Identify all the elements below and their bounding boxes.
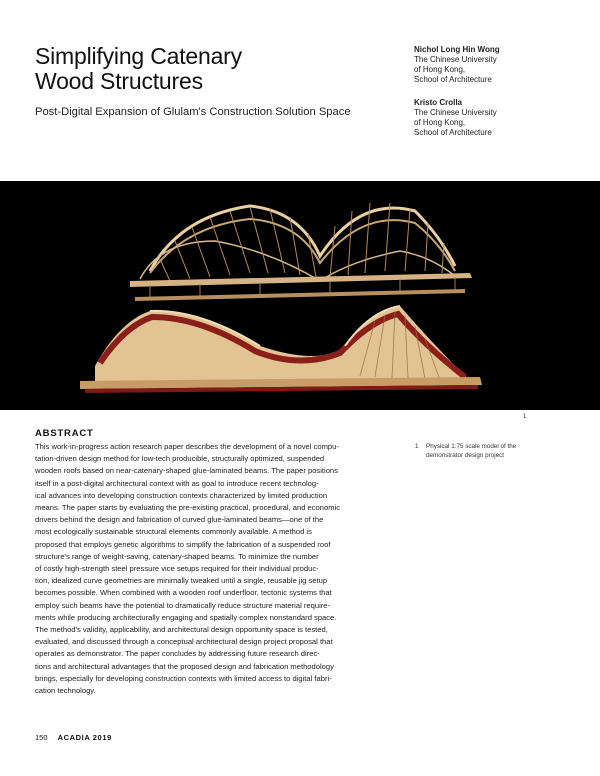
abstract-line: most ecologically sustainable structural elements commonly available. A method is: [35, 527, 312, 537]
abstract-line: operates as demonstrator. The paper concludes by addressing future research direc-: [35, 649, 320, 659]
abstract-line: employ such beams have the potential to dramatically reduce structure material require-: [35, 600, 331, 610]
abstract-line: wooden roofs based on near-catenary-shaped glue-laminated beams. The paper positions: [35, 466, 338, 476]
conference-name: ACADIA 2019: [57, 733, 112, 742]
abstract-line: tation-driven design method for low-tech producible, structurally optimized, suspended: [35, 454, 325, 464]
author-affiliation-line: of Hong Kong,: [414, 118, 466, 127]
author-affiliation-line: The Chinese University: [414, 55, 497, 64]
abstract-line: means. The paper starts by evaluating the pre-existing practical, procedural, and economic: [35, 503, 341, 513]
title-line-1: Simplifying Catenary: [35, 43, 242, 69]
abstract-line: tions and architectural advantages that the proposed design and fabrication methodology: [35, 661, 334, 671]
author-affiliation-line: The Chinese University: [414, 108, 497, 117]
author-block: [414, 45, 584, 85]
caption-text: Physical 1:75 scale model of the demonstrator design project: [426, 443, 517, 459]
abstract-line: The method's validity, applicability, and architectural design opportunity space is tested,: [35, 625, 328, 635]
abstract-line: itself in a post-digital architectural context with as goal to introduce recent technolog-: [35, 478, 319, 488]
author-affiliation-line: of Hong Kong,: [414, 65, 466, 74]
figure-number: 1: [523, 414, 527, 420]
abstract-line: ical advances into developing construction contexts characterized by limited production: [35, 490, 328, 500]
abstract-body: [35, 441, 407, 697]
author-affiliation-line: School of Architecture: [414, 75, 492, 84]
page-footer: [35, 733, 112, 742]
paper-title: [35, 44, 375, 94]
author-name: Kristo Crolla: [414, 98, 463, 107]
title-line-2: Wood Structures: [35, 68, 203, 94]
author-block: [414, 98, 584, 138]
abstract-line: brings, especially for developing construction contexts with limited access to digital fabri-: [35, 673, 332, 683]
abstract-line: evaluated, and discussed through a conceptual architectural design project proposal that: [35, 637, 333, 647]
caption-number: 1: [415, 443, 419, 450]
abstract-line: of costly high-strength steel pressure vice setups required for their individual produc-: [35, 564, 319, 574]
abstract-line: ments while producing architecturally engaging and spatially complex nonstandard space.: [35, 612, 337, 622]
abstract-line: tion, idealized curve geometries are minimally tweaked until a single, reusable jig setup: [35, 576, 328, 586]
author-name: Nichol Long Hin Wong: [414, 45, 500, 54]
abstract-line: becomes possible. When combined with a wooden roof underfloor, tectonic systems that: [35, 588, 332, 598]
paper-subtitle: Post-Digital Expansion of Glulam's Construction Solution Space: [35, 106, 351, 118]
page-number: 150: [35, 733, 48, 742]
author-affiliation-line: School of Architecture: [414, 128, 492, 137]
wood-model-illustration: [0, 181, 600, 410]
abstract-heading: ABSTRACT: [35, 428, 94, 439]
figure-caption: [415, 443, 540, 460]
abstract-line: This work-in-progress action research paper describes the development of a novel compu-: [35, 442, 339, 451]
abstract-line: cation technology.: [35, 686, 96, 696]
abstract-line: structure's range of weight-saving, catenary-shaped beams. To minimize the number: [35, 551, 319, 561]
abstract-line: proposed that employs genetic algorithms to simplify the fabrication of a suspended roof: [35, 539, 331, 549]
abstract-line: drivers behind the design and fabrication of curved glue-laminated beams—one of the: [35, 515, 324, 525]
figure-1-photo: [0, 181, 600, 410]
